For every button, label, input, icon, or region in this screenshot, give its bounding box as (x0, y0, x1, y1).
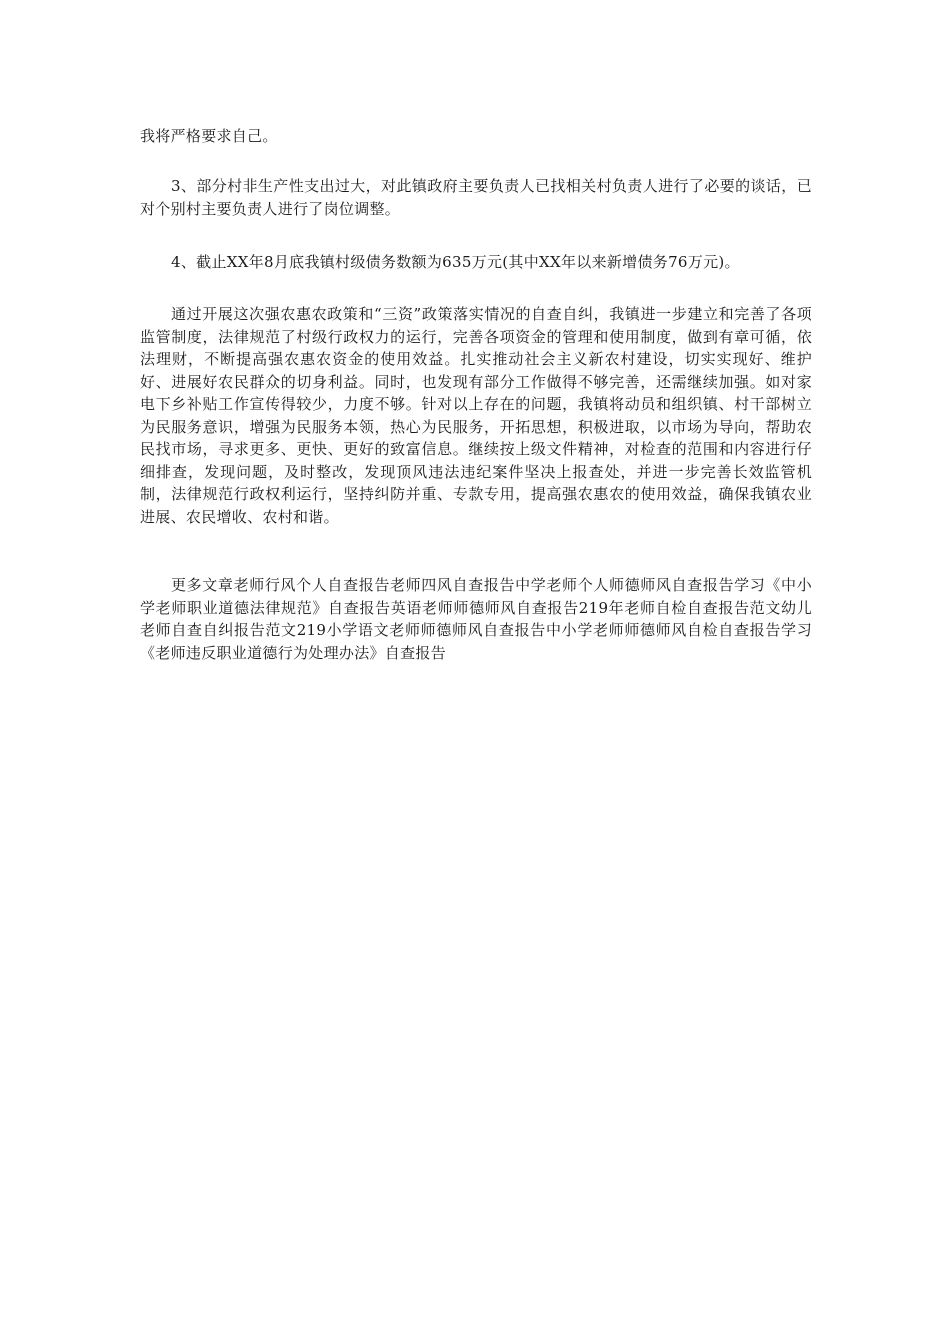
paragraph-item-3: 3、部分村非生产性支出过大，对此镇政府主要负责人已找相关村负责人进行了必要的谈话，已对个别村主要负责人进行了岗位调整。 (140, 177, 812, 218)
paragraph-item-4: 4、截止XX年8月底我镇村级债务数额为635万元(其中XX年以来新增债务76万元)。 (171, 253, 740, 271)
paragraph-more-articles: 更多文章老师行风个人自查报告老师四风自查报告中学老师个人师德师风自查报告学习《中小学老师职业道德法律规范》自查报告英语老师师德师风自查报告219年老师自检自查报告范文幼儿老师自查自纠报告范文219小学语文老师师德师风自查报告中小学老师师德师风自检自查报告学习《老师违反职业道德行为处理办法》自查报告 (140, 576, 812, 662)
paragraph-continuation: 我将严格要求自己。 (140, 127, 278, 145)
paragraph-summary: 通过开展这次强农惠农政策和“三资”政策落实情况的自查自纠，我镇进一步建立和完善了各项监管制度，法律规范了村级行政权力的运行，完善各项资金的管理和使用制度，做到有章可循，依法理财，不断提高强农惠农资金的使用效益。扎实推动社会主义新农村建设，切实实现好、维护好、进展好农民群众的切身利益。同时，也发现有部分工作做得不够完善，还需继续加强。如对家电下乡补贴工作宣传得较少，力度不够。针对以上存在的问题，我镇将动员和组织镇、村干部树立为民服务意识，增强为民服务本领，热心为民服务，开拓思想，积极进取，以市场为导向，帮助农民找市场，寻求更多、更快、更好的致富信息。继续按上级文件精神，对检查的范围和内容进行仔细排查，发现问题，及时整改，发现顶风违法违纪案件坚决上报查处，并进一步完善长效监管机制，法律规范行政权利运行，坚持纠防并重、专款专用，提高强农惠农的使用效益，确保我镇农业进展、农民增收、农村和谐。 (140, 305, 812, 526)
